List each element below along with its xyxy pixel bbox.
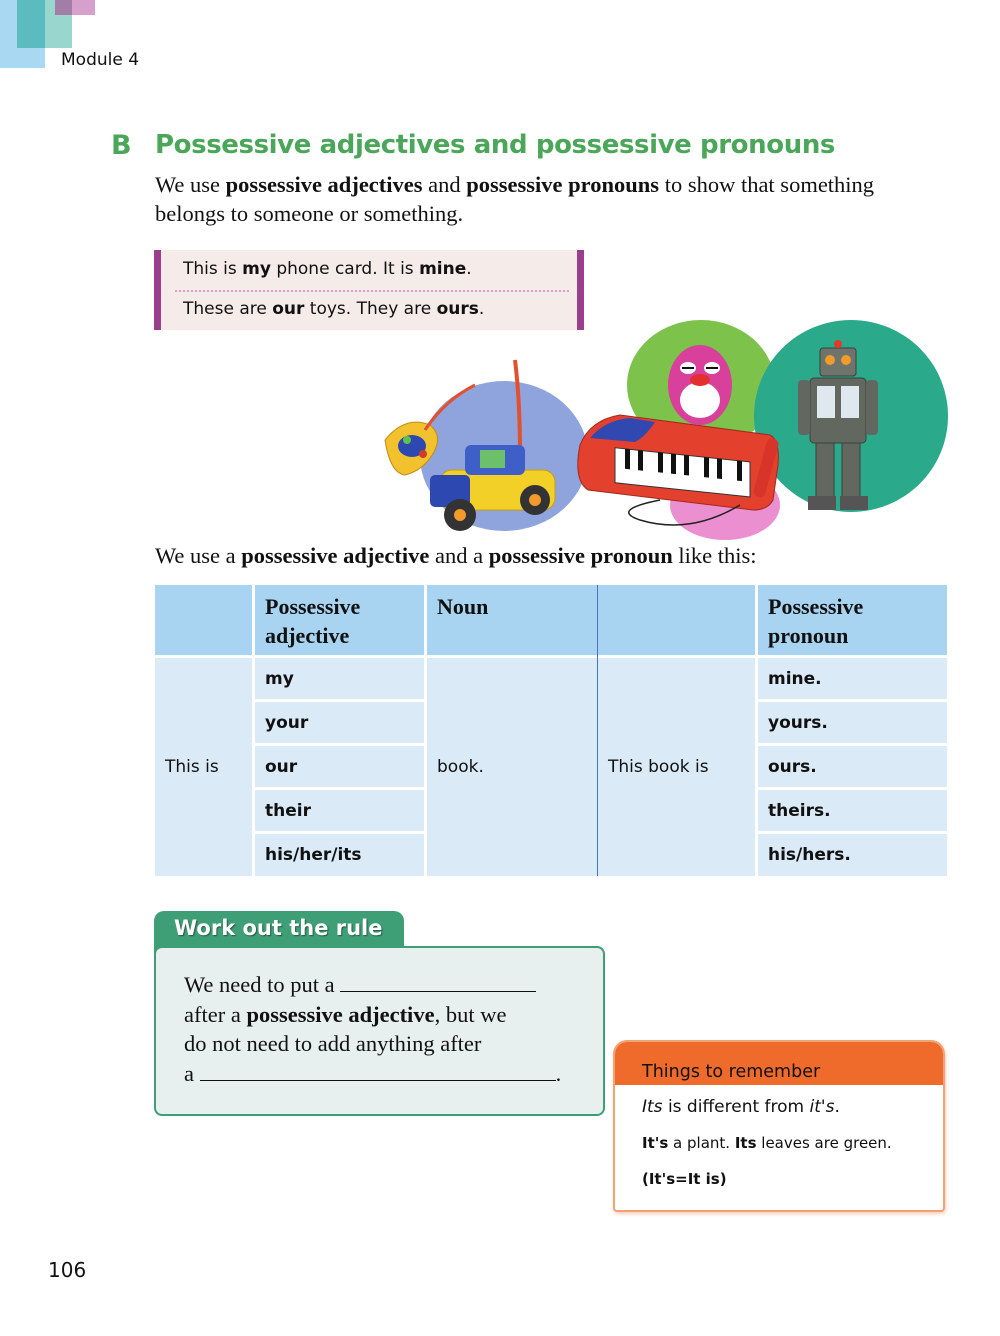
rule-text — [184, 970, 594, 1088]
intro-text: to show that something belongs to someone or something. — [155, 172, 875, 226]
example-bold: my — [242, 259, 271, 279]
rule-line — [184, 1059, 594, 1089]
table-header-empty — [155, 585, 252, 655]
remember-text: leaves are green. — [756, 1134, 892, 1152]
remember-text: a plant. — [668, 1134, 735, 1152]
example-text: phone card. It is — [270, 259, 420, 279]
table-header-empty — [598, 585, 755, 655]
header-line: Possessive — [768, 594, 864, 619]
example-sentence — [183, 299, 484, 319]
table-header-noun: Noun — [427, 585, 597, 655]
intro-text: We use — [155, 172, 226, 197]
table-cell-noun: book. — [427, 658, 597, 876]
table-intro-bold: possessive pronoun — [488, 543, 673, 568]
work-out-rule-box — [154, 946, 605, 1116]
rule-line-text: after a — [184, 1001, 247, 1027]
table-intro — [155, 543, 757, 569]
table-cell-adjective: our — [255, 746, 424, 787]
table-intro-text: and a — [429, 543, 489, 568]
remember-italic: it's — [809, 1097, 835, 1117]
rule-line-bold: possessive adjective — [246, 1001, 435, 1027]
table-header-pronoun — [758, 585, 947, 655]
table-intro-bold: possessive adjective — [241, 543, 430, 568]
intro-text: and — [422, 172, 467, 197]
rule-line-text: , but we — [434, 1001, 507, 1027]
table-intro-text: We use a — [155, 543, 242, 568]
corner-decoration — [17, 0, 45, 48]
example-text: These are — [183, 299, 273, 319]
fill-blank-2[interactable] — [200, 1062, 556, 1081]
corner-decoration — [55, 0, 72, 15]
rule-line-text: We need to put a — [184, 972, 335, 997]
possessive-table — [155, 585, 947, 876]
table-cell-adjective: his/her/its — [255, 834, 424, 876]
table-intro-text: like this: — [672, 543, 757, 568]
table-header-adjective — [255, 585, 424, 655]
work-out-rule-title: Work out the rule — [174, 916, 383, 940]
remember-text: . — [834, 1097, 840, 1117]
rule-line — [184, 1000, 594, 1030]
table-cell-pronoun: mine. — [758, 658, 947, 699]
toy-car-icon — [430, 360, 555, 531]
example-bold: mine — [419, 259, 467, 279]
penguin-toy-icon — [668, 345, 732, 425]
header-line: pronoun — [768, 623, 849, 648]
intro-paragraph — [155, 170, 915, 228]
dotted-divider — [175, 290, 569, 292]
example-box — [154, 250, 584, 330]
table-cell-adjective: your — [255, 702, 424, 743]
rule-line-text: a — [184, 1060, 194, 1086]
table-cell-pronoun: yours. — [758, 702, 947, 743]
remember-bold: (It's=It is) — [642, 1170, 727, 1188]
remember-bold: Its — [734, 1134, 757, 1152]
intro-bold: possessive adjectives — [225, 172, 423, 197]
example-bold: ours — [436, 299, 479, 319]
fill-blank-1[interactable] — [340, 973, 536, 992]
remote-control-icon — [385, 385, 475, 475]
table-cell-this-book-is: This book is — [598, 658, 755, 876]
remember-title: Things to remember — [642, 1062, 821, 1082]
example-text: This is — [183, 259, 243, 279]
rule-line — [184, 970, 594, 1000]
table-cell-pronoun: theirs. — [758, 790, 947, 831]
example-text: toys. They are — [304, 299, 437, 319]
toy-keyboard-icon — [578, 415, 780, 525]
module-label: Module 4 — [61, 50, 140, 70]
header-line: Possessive — [265, 594, 361, 619]
rule-line-text: . — [555, 1060, 562, 1086]
remember-line — [642, 1097, 840, 1117]
remember-line — [642, 1134, 892, 1152]
table-cell-this-is: This is — [155, 658, 252, 876]
remember-text: is different from — [662, 1097, 810, 1117]
table-cell-adjective: my — [255, 658, 424, 699]
table-divider-line — [597, 585, 598, 876]
intro-bold: possessive pronouns — [466, 172, 660, 197]
section-letter: B — [111, 130, 132, 161]
rule-line: do not need to add anything after — [184, 1031, 482, 1056]
section-title: Possessive adjectives and possessive pronouns — [155, 130, 836, 160]
remember-bold: It's — [642, 1134, 669, 1152]
example-text: . — [478, 299, 485, 319]
table-cell-pronoun: his/hers. — [758, 834, 947, 876]
remember-line — [642, 1170, 727, 1188]
example-bold: our — [272, 299, 305, 319]
header-line: adjective — [265, 623, 350, 648]
example-text: . — [466, 259, 472, 279]
page-number: 106 — [48, 1258, 87, 1282]
toys-svg — [370, 320, 960, 540]
remember-italic: Its — [642, 1097, 663, 1117]
robot-toy-icon — [798, 340, 878, 510]
table-cell-pronoun: ours. — [758, 746, 947, 787]
example-sentence — [183, 259, 472, 279]
things-to-remember-box — [613, 1040, 945, 1212]
table-cell-adjective: their — [255, 790, 424, 831]
